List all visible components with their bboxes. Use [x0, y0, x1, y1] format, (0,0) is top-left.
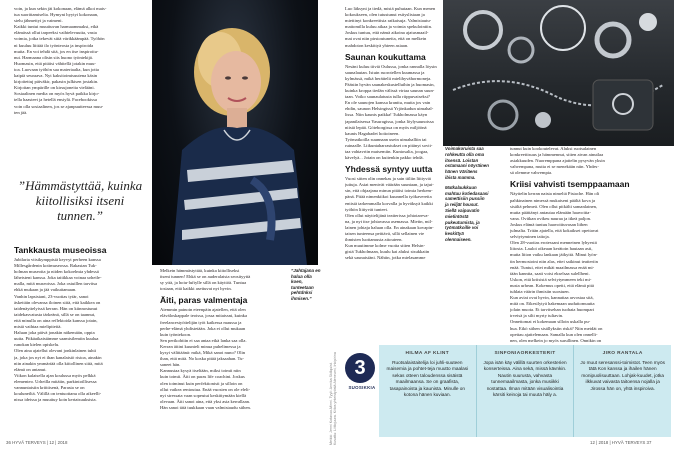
text-line: na, ja nyt itse johtavassa asemassa. Mietin, mil- — [345, 218, 433, 224]
text-line: Sen perikohtiin ei saa antaa eikä lanka saa olla. — [160, 337, 247, 343]
text-line: mitä on. Eikesilytyä hakemaan uuduttomuutta — [510, 301, 595, 307]
text-line: lainen johtaja haluan olla. En ainakaan kovapin- — [345, 224, 434, 230]
text-line: ihan, että mitä. No koska pitää jaksaahan. Tu- — [160, 356, 244, 362]
text-line: Näyttelin kerran naista nimeltä Pistache. Hän oli — [510, 191, 600, 197]
text-line: julmalta. Tritän ajatella, että kokaikset opettavat — [510, 228, 599, 234]
text-line: Työmatkoilla suunnaan usein uimahalliin tai — [345, 136, 427, 142]
text-line: taisen tunteensa peittävä, sillä sellainen vie — [345, 231, 425, 236]
text-line: saneet hän. — [160, 362, 181, 368]
photo-caption: ”Jahtajana en halua olla koen, tunteetaan pehtdnksi ihmisen.” — [291, 268, 321, 301]
text-line: kylmässä, mikä herättelii mielihyvähormoneja. — [345, 75, 432, 81]
text-line: Kun muutimme kolme vuotta sitten Helsin- — [345, 243, 425, 249]
text-line: uutta. Pitkäaikaistämme saamisilemiin kuulua — [14, 336, 99, 342]
text-line: taidekasvatusta tärkeänä, sillä se on taannut, — [14, 311, 96, 317]
text-line: Olen aina ajatellut olevani jonkinlainen tuhti — [14, 348, 97, 354]
text-line: jolain muota. Et tarvitsehan tuohaia huompari — [510, 307, 595, 313]
text-line: ehkä mukaan ja jää vaikuttamaan. — [14, 287, 77, 293]
text-line: tään kanntta, saati voisi ekselsaa sulellheni. — [510, 270, 590, 276]
text-line: kuin toimii. Äiti on paras life coachini. Joskus — [160, 374, 245, 380]
text-line: ten jää. — [14, 109, 28, 115]
text-line: kaipiä seuraava. Nyt kaksitoimisuutena käsin — [14, 73, 98, 79]
text-line: sekä saunaisiäni. Nähtin, jotka mielasamme — [345, 255, 426, 261]
text-line: ruinaalle. Liikuntaharrastukset on pitänyt sovit- — [345, 142, 433, 148]
text-line: nusta urhean. Kokemus opetti, että elämä pitä — [510, 282, 594, 288]
text-line: Jubilaria viisikymppisiä keyvyt perheen kanssa — [14, 257, 101, 262]
text-line: nissa ideissa ja muuttuy koin kertaisuuksista. — [14, 397, 97, 403]
tip-title: JIRO RANTALA — [602, 351, 643, 356]
text-line: sin, että ohjaajana minun pitäisi toimia herkem- — [345, 188, 433, 194]
text-line: kirjoitettuj päiväkir, pakasin julkisen jostakin. — [14, 79, 99, 85]
text-line: kokoukseen, olen tutustunut esityslistaan ja — [345, 12, 425, 18]
portrait-illustration — [152, 0, 318, 265]
text-line: Joskus tuntuu, että nämä aikoina ajatusmaail- — [345, 30, 429, 36]
text-line: Sosiaalinen media on myös hyvä paikka kirjo- — [14, 91, 100, 97]
text-line: mutta liiton vaiku lankaan jäikyitä. Minut lyön- — [510, 252, 598, 258]
text-line: saunalautan. Istuin ruorotellen kuumassa ja — [345, 69, 425, 75]
tip-column — [476, 345, 574, 437]
jewelry-caption-text-1: Voimakoruista saa rohkeutta olla oma itsensä. Loistan ostamaani nöyräinen hänen Väriäens ibista mamma. — [445, 146, 489, 180]
text-line: tella haasteet ja hetellä ensiylä. Facebookissa — [14, 97, 97, 103]
text-line: kävelyä... Jotain on kuitenkin pakko tehdä. — [345, 155, 424, 161]
text-line: taa vahtavriin maisemiin. Kuntosalia, joogaa, — [345, 148, 429, 154]
text-line: voin, ja kun sekin jäi kokonaan, elämä alkoi mais- — [14, 6, 107, 11]
tip-text: Jo muut seresanssi-toimistot. Teen myös tätä Kon kanssa ja ihailen hänen monipuolisuuttaan. Lohjak-kuudet, jotka ilkkuvat vaivasta taitoensa nojalla ja Jirossa hän on, yhtä inspiroiva. — [580, 360, 665, 391]
text-line: gistä Tukholmaan, kuulu kai aluksi sisukkaiin — [345, 249, 430, 255]
text-line: Kirjoitan ympärille on kirsujoneita vielääni. — [14, 85, 95, 91]
jewelry-photo — [443, 0, 674, 146]
text-line: taan. Voiko saunaulatusta tulla riippuvaiseksi? — [345, 94, 430, 100]
jewelry-illustration — [443, 0, 674, 146]
text-line: mattomilla kuluu aikaa ja voimia spekulointiin. — [345, 24, 433, 30]
text-line: kaunis Hagabadet hoitoineen. — [345, 130, 400, 136]
text-line: lissa. Niin kaunis paikka! Tukholmassa käyn — [345, 112, 428, 118]
text-line: läheisteni kanssa. Joka taitikkaa voinaa urheile- — [14, 275, 102, 281]
text-line: Vanhin lapsistani, 23-vuotias tytär, sanoi — [14, 293, 89, 299]
text-line: Kaikki tuntui muuttuvan harmaammaksi, eikä — [14, 24, 99, 30]
text-line: opettau ajattelemaan. Samalla kun olen onnelli- — [510, 331, 598, 337]
text-line: olen toiminut kuin perfektionisti ja silloin on — [160, 380, 243, 386]
text-line: Kannustaa kysyä itseltään, miksi toimii niin — [160, 368, 241, 374]
tips-box — [345, 345, 671, 437]
text-line: holman museoita ja niiden kokoelmia yhdessä — [14, 269, 99, 275]
text-line: mistä vaihtaa mielipiteitä. — [14, 324, 62, 330]
text-line: Nesäni kuluu tiiviä Oulussa, jonka rannalla löysin — [345, 63, 437, 69]
text-line: ehdin, saunon Helsingissä Yrjönkadun uimahal- — [345, 106, 434, 112]
text-line: sä olemme vahvempia. — [510, 170, 553, 176]
text-line: Kun aviat ovat hyvin, kannattaa arvostaa sitä, — [510, 295, 594, 301]
text-line: Viikon kalaisella ajan koulussa myös pelkkä — [14, 372, 96, 378]
text-line: eläväloskappale teoissa, jossa mitaissni, kuinka — [160, 313, 248, 319]
text-line: kuin työntekoon. — [160, 331, 192, 337]
text-line: Hän sanoi tätä tuukkaan vaan valmistaudu siihen. — [160, 404, 251, 410]
text-line: Päästin hyvän saunakeskustelluihin ja huomasin, — [345, 81, 435, 87]
text-line: entistä tarkemmalla korvalla ja hyväksyä kaikki — [345, 200, 433, 206]
text-line: Vuosi sitten olin onnekas ja sain tiiliin liittyviä — [345, 176, 431, 182]
pull-quote: ”Hämmästyttää, kuinka kiitollisiksi itseni tunnen.” — [17, 178, 143, 223]
text-line: vahvempana, mutta ei se menekään niin. Yhdes- — [510, 164, 599, 170]
text-line: sy yttä, ja hoiu-luftylle sillä on käyttöä. Tuntua — [160, 280, 247, 286]
text-line: pahkinainen nimessä mukaiseni päältä kova ja — [510, 197, 596, 203]
heading-kriisi: Kriisi vahvisti tsemppaamaan — [510, 179, 630, 190]
text-line: nyt stressata vaan sopeutui keskittymään kiellä — [160, 392, 247, 398]
text-line: Onnettomat ei kokemaan silloin uskalla pu- — [510, 319, 591, 325]
tip-column — [573, 345, 671, 437]
column-1-bottom-text — [14, 257, 150, 403]
tips-title: SUOSIKKIA — [348, 385, 376, 390]
text-line: liitosta. Lauloi oikeaan kerätoin hautaan asti, — [510, 246, 593, 252]
text-line: miettinyt konkreettisia ratkaisuja. Valmistautu- — [345, 18, 432, 24]
text-line: mutta päättänyt antautaa elämään haavoitta- — [510, 209, 591, 215]
text-line: itseni tunnen! Ehkä se on auderalaista seosityyttä — [160, 274, 251, 280]
text-line: nen, olen melkein jo myös surullinen. Onnikin on — [510, 337, 602, 343]
text-line: vana. Ovitkan ovikeu nauraa ja itkeä paljon. — [510, 215, 592, 221]
column-2 — [160, 268, 284, 411]
text-line: olevaan. Äiti sanoi aina, että yksi asia kerrallaan. — [160, 398, 251, 404]
text-line: pänä. Pitää nimenkiikoi kuunnella työkavereita — [345, 194, 432, 200]
text-line: hua. Eikö siihen sisällyksiin riskä? Niin meidät on — [510, 325, 603, 331]
text-line: elämässä ollut tarpeeksi vaihtelevuutta, vasta — [14, 30, 97, 36]
text-line: tosiaan, että kaikki asettuvat nyt hyvin. — [160, 286, 232, 292]
text-line: työhön liittyvät tunteet. — [345, 206, 388, 212]
text-line: Aiemmin painoin eteenpäin ajatellen, että olen — [160, 307, 246, 313]
text-line: Huomasin, että pitäisi vähitellä jotakin muu- — [14, 60, 96, 66]
column-1-top — [14, 6, 150, 116]
column-4 — [510, 146, 666, 350]
text-line: mat ovat niin pirstoutuneita, että on melkein — [345, 36, 427, 42]
text-line: freelancestyöttelijän työt kaikessa maussa ja — [160, 319, 242, 325]
tip-title: HILMA AF KLINT — [405, 351, 450, 356]
footer-right: 12 | 2018 | HYVÄ TERVEYS 37 — [590, 440, 652, 445]
text-line: tin hermostoini niin alas, ettei saikinut teatteriin — [510, 258, 598, 264]
text-line: En ole saunojen kanssa kranttu, mutta jos vain — [345, 100, 431, 106]
footer-left: 36 HYVÄ TERVEYS | 12 | 2018 — [6, 440, 68, 445]
text-line: Kerran äitini kuunteli minua puhelimessa ja — [160, 343, 241, 349]
text-line: ja, joka jos nyt ei ihan kanalaisiö ristoa, ainakin — [14, 354, 102, 360]
tip-text: Jopa isän käy välillä suurten orkesterien konserteissa. Aina sekä, missä kävnkin. Nautin suurusta, vahvasta tunnemaailmasta, jonka musiikki nostattaa. Ilman mitään visualisointia kärsiti keinoja tai muuta häly a. — [483, 360, 567, 398]
tips-columns — [379, 345, 671, 437]
text-line: niistä lepää. Göteborgissa on myös miljöönä — [345, 124, 427, 130]
text-line: sisältä pehmeä. Olen ollut pitkälti samanlainen, — [510, 203, 598, 209]
text-line: Uskon, että kriisistä selviytymmeen teki mi- — [510, 276, 592, 282]
text-line: Olen ollut näyttelijänä teatterissa johtotareva- — [345, 212, 429, 218]
text-line: toa. Luovaan työhön saa materiaalia, kun jotta — [14, 66, 99, 72]
text-line: enää. Tuntui, ettei mikäi maailmassa enää mi- — [510, 264, 595, 270]
heading-saunan: Saunan koukuttama — [345, 51, 426, 62]
text-line: Melkein hämmästyttää, kuinka kiitolliseksi — [160, 268, 240, 273]
text-line: tuhlata väärin ihmisiin suostuen. — [510, 288, 570, 294]
text-line: kysyi välittäänä: mikä, Mikä sanoi nuno? Olin — [160, 350, 246, 356]
text-line: irveisä ja silti myrty tultavin. — [510, 313, 564, 319]
text-line: elämä on antanut. — [14, 366, 47, 372]
text-line: nut. Harmaana olisin siis huono työntekijä. — [14, 54, 93, 60]
text-line: ollut vaikea rentoutua. Enää vuosien on ole eleli- — [160, 386, 251, 392]
text-line: Haluan joka päivä jonakin näkemään, oppia — [14, 330, 95, 336]
column-3 — [345, 6, 441, 261]
text-line: perhe-elämä yhdistetään. Joka ei ollut mukaan — [160, 325, 246, 331]
tip-title: SINFONIAORKESTERIT — [494, 351, 556, 356]
text-line: taidenäyttelyissä kerran. Hän on kiinnostunut — [14, 305, 98, 311]
text-line: muita. En voi tehdä sitä, jos en itse inspiroitu- — [14, 48, 99, 54]
text-line: äskettäin olevansa iloinen siitä, että kaikkea on — [14, 299, 101, 305]
text-line: voin olla sosiaalinen, jos se ajanpuutteessa muu- — [14, 103, 104, 109]
heading-aiti: Äiti, paras valmentaja — [160, 295, 248, 306]
portrait-photo — [152, 0, 318, 265]
text-line: ihmisten luottamusta aitouteen. — [345, 237, 403, 243]
jewelry-caption-text-2: Matkalaukkuun mahtuu kotiedasaasi samettisiin pussiin ja reiljät housut. Siellä vaipuvatin mietintöstä pukeutumista, ja työmatkoille voi keskittyä olennaiseen. — [445, 184, 489, 242]
text-line: niin ainakin ymmärtää olla kiitollinen siitä, mitä — [14, 360, 103, 366]
text-line: Luo läksyni ja tiedä, mistä puhutaan. Kun menen — [345, 6, 436, 11]
text-line: tua suorittamiselta. Hymyni hyytyi kokonaan, — [14, 12, 99, 18]
jewelry-caption — [445, 146, 489, 243]
text-line: konkreettisuus ja hämmennut, sitten aivan ainutlaa — [510, 152, 604, 158]
text-line: elementeo. Urheilla mitäiin, parkintoillisessa — [14, 378, 97, 384]
text-line: runokan kielen opiskelu. — [14, 342, 60, 348]
column-1-bottom — [14, 242, 150, 403]
text-line: Olen 28-vuotias erotessani menneinen lyhyestä — [510, 240, 597, 246]
text-line: tunnut kuin kookoutelevat. Aluksi ruotsalainen — [510, 146, 597, 151]
heading-tankkausta: Tankkausta museoissa — [14, 245, 107, 255]
text-line: mahdoton keskittyä yhteen asiaan. — [345, 42, 409, 48]
tip-text: Ruotsalaistaitelija loi juhli-suuteen maisemia ja pohtet-teja muutto maalasi sekas otteen taloudenssa sisäistä maailmaansa. Se on graafista, tasapainoista ja kaunista. Minulle on kotona hänen kuviaan. — [386, 360, 469, 398]
text-line: voimia, jotka tekevät siitä värikkäämpää. Työhön — [14, 36, 105, 42]
heading-yhdessa: Yhdessä syntyy uutta — [345, 164, 433, 175]
text-line: malla, mitä museoissa. Joka ostuillen tarvitsa — [14, 281, 98, 287]
text-line: kuinka kroppa tiedän välissä virtaa saunan suun- — [345, 88, 435, 94]
text-line: ni kuuluu liittää ilo työnteosta ja inspiroida — [14, 42, 94, 48]
text-line: että minulla on aina reflektoida kanssa jotain, — [14, 317, 98, 323]
photo-credits: Meikki: Jenni Kotavuo-Minni. Tyyli: Annika Skillquist. Kuvattu: Liittojuura. Kiitos yhteistyöstä Ateneumi, Inkipirina — [329, 352, 337, 445]
tips-number-badge: 3 — [345, 353, 375, 383]
text-line: asiakkuuden. Nuoremppana ajattelin pysyvän yksin — [510, 158, 605, 164]
text-line: Millesgårdenin kotimuseossa. Rakastan Tuk- — [14, 263, 97, 269]
tip-column — [379, 345, 476, 437]
text-line: juttuja. Asiat menivät väärään suuntaan, ja tajui- — [345, 182, 434, 188]
text-line: Joskus elämä tuntuu haavoittuvasan liiben — [510, 221, 588, 227]
text-line: selviytyminen taitoja. — [510, 234, 550, 240]
text-line: sielu jähmettyi ja vaimeni. — [14, 18, 63, 24]
text-line: vannuntaisiin kriittisenä, Parasta se on — [14, 384, 85, 390]
text-line: japanilaisessa Yasuragissa, jonka löylysaunoissa — [345, 118, 434, 124]
text-line: kouluneiltä. Välillä on tentuottanu olla aikeelli- — [14, 391, 102, 397]
